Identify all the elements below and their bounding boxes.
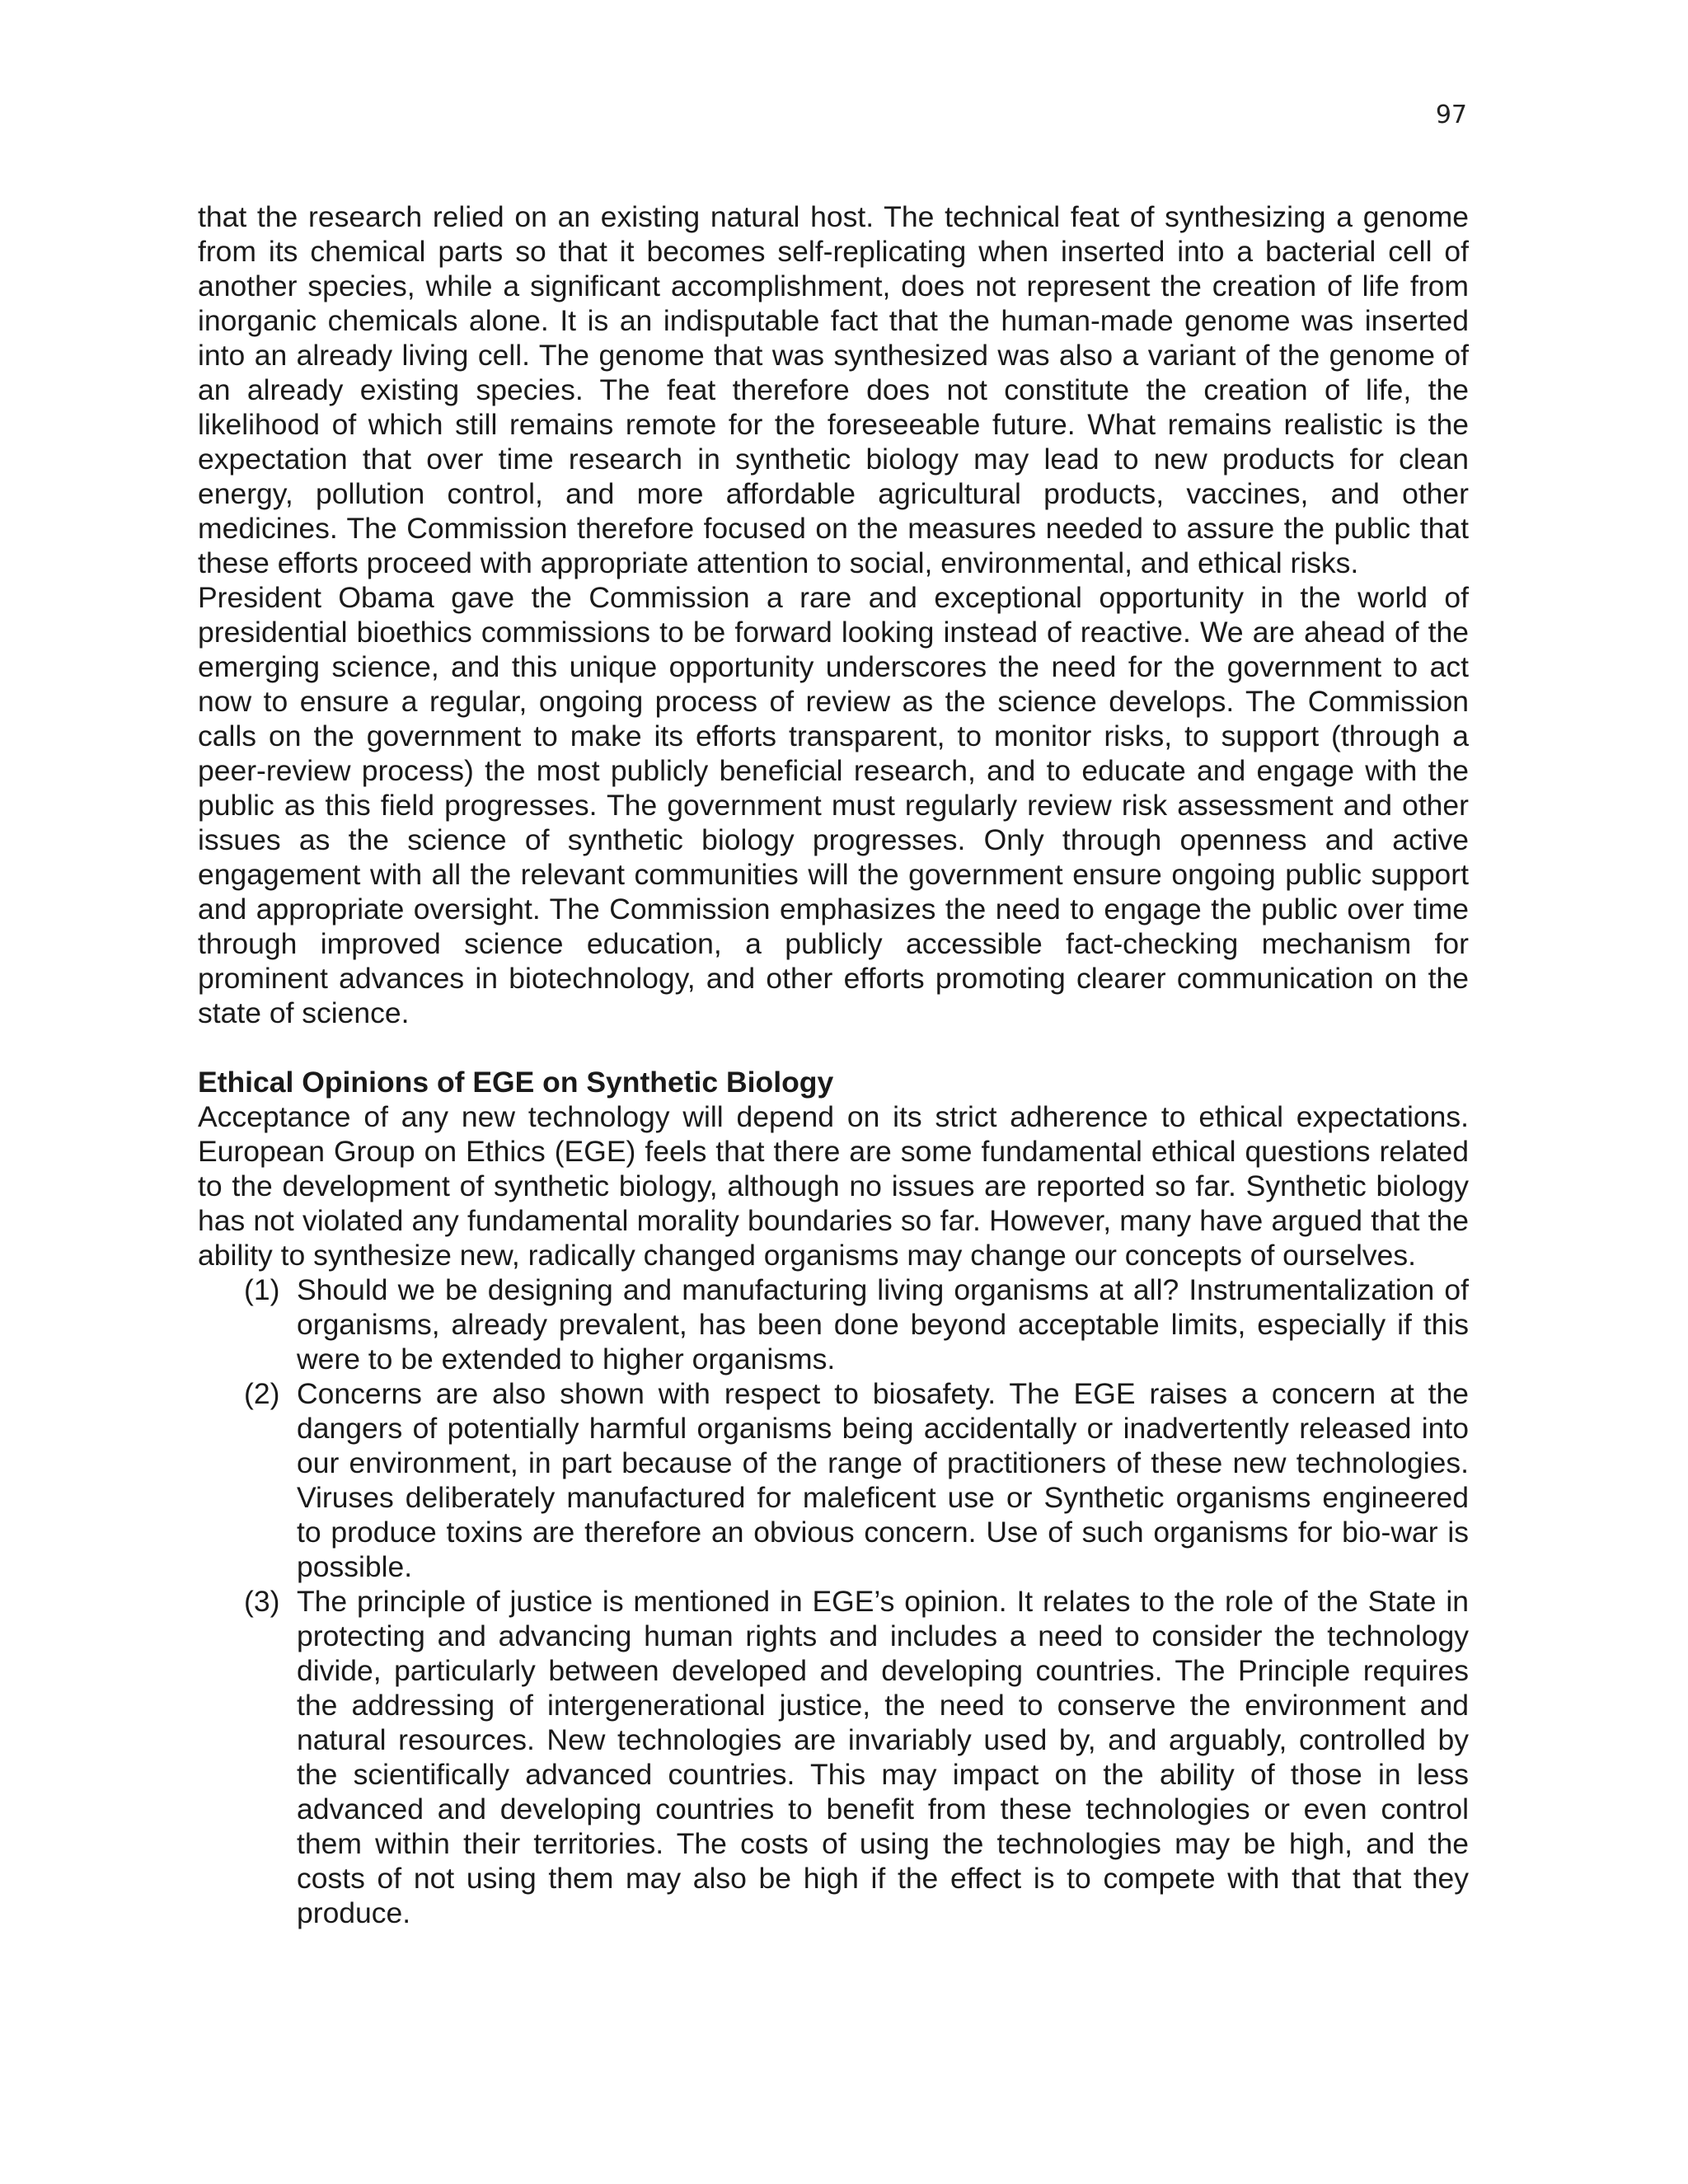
list-item-text: The principle of justice is mentioned in EGE’s opinion. It relates to the role of the State in protecting and advancing human rights and includes a need to consider the technology divide, particularly between developed and developing countries. The Principle requires the addressing of intergenerational justice, the need to conserve the environment and natural resources. New technologies are invariably used by, and arguably, controlled by the scientifically advanced countries. This may impact on the ability of those in less advanced and developing countries to benefit from these technologies or even control them within their territories. The costs of using the technologies may be high, and the costs of not using them may also be high if the effect is to compete with that that they produce.	[297, 1585, 1469, 1929]
page-number: 97	[1435, 101, 1467, 129]
list-item-text: Concerns are also shown with respect to biosafety. The EGE raises a concern at the dangers of potentially harmful organisms being accidentally or inadvertently released into our environment, in part because of the range of practitioners of these new technologies. Viruses deliberately manufactured for maleficent use or Synthetic organisms engineered to produce toxins are therefore an obvious concern. Use of such organisms for bio-war is possible.	[297, 1377, 1469, 1583]
paragraph-research-host: that the research relied on an existing natural host. The technical feat of synthesizing a genome from its chemical parts so that it becomes self-replicating when inserted into a bacterial cell of another species, while a significant accomplishment, does not represent the creation of life from inorganic chemicals alone. It is an indisputable fact that the human-made genome was inserted into an already living cell. The genome that was synthesized was also a variant of the genome of an already existing species. The feat therefore does not constitute the creation of life, the likelihood of which still remains remote for the foreseeable future. What remains realistic is the expectation that over time research in synthetic biology may lead to new products for clean energy, pollution control, and more affordable agricultural products, vaccines, and other medicines. The Commission therefore focused on the measures needed to assure the public that these efforts proceed with appropriate attention to social, environmental, and ethical risks.	[198, 200, 1469, 579]
ethical-questions-list	[198, 1272, 1469, 1930]
list-item-number: (2)	[244, 1377, 280, 1410]
list-item-number: (3)	[244, 1585, 280, 1618]
paragraph-president-obama: President Obama gave the Commission a rare and exceptional opportunity in the world of presidential bioethics commissions to be forward looking instead of reactive. We are ahead of the emerging science, and this unique opportunity underscores the need for the government to act now to ensure a regular, ongoing process of review as the science develops. The Commission calls on the government to make its efforts transparent, to monitor risks, to support (through a peer-review process) the most publicly beneficial research, and to educate and engage with the public as this field progresses. The government must regularly review risk assessment and other issues as the science of synthetic biology progresses. Only through openness and active engagement with all the relevant communities will the government ensure ongoing public support and appropriate oversight. The Commission emphasizes the need to engage the public over time through improved science education, a publicly accessible fact-checking mechanism for prominent advances in biotechnology, and other efforts promoting clearer communication on the state of science.	[198, 581, 1469, 1029]
list-item-text: Should we be designing and manufacturing living organisms at all? Instrumentalization of organisms, already prevalent, has been done beyond acceptable limits, especially if this were to be extended to higher organisms.	[297, 1273, 1469, 1376]
document-body	[198, 199, 1469, 1930]
list-item	[198, 1584, 1469, 1930]
list-item	[198, 1272, 1469, 1376]
section-heading: Ethical Opinions of EGE on Synthetic Biology	[198, 1066, 834, 1099]
section-intro-paragraph: Acceptance of any new technology will depend on its strict adherence to ethical expectations. European Group on Ethics (EGE) feels that there are some fundamental ethical questions related to the development of synthetic biology, although no issues are reported so far. Synthetic biology has not violated any fundamental morality boundaries so far. However, many have argued that the ability to synthesize new, radically changed organisms may change our concepts of ourselves.	[198, 1100, 1469, 1272]
list-item	[198, 1376, 1469, 1584]
list-item-number: (1)	[244, 1273, 280, 1306]
